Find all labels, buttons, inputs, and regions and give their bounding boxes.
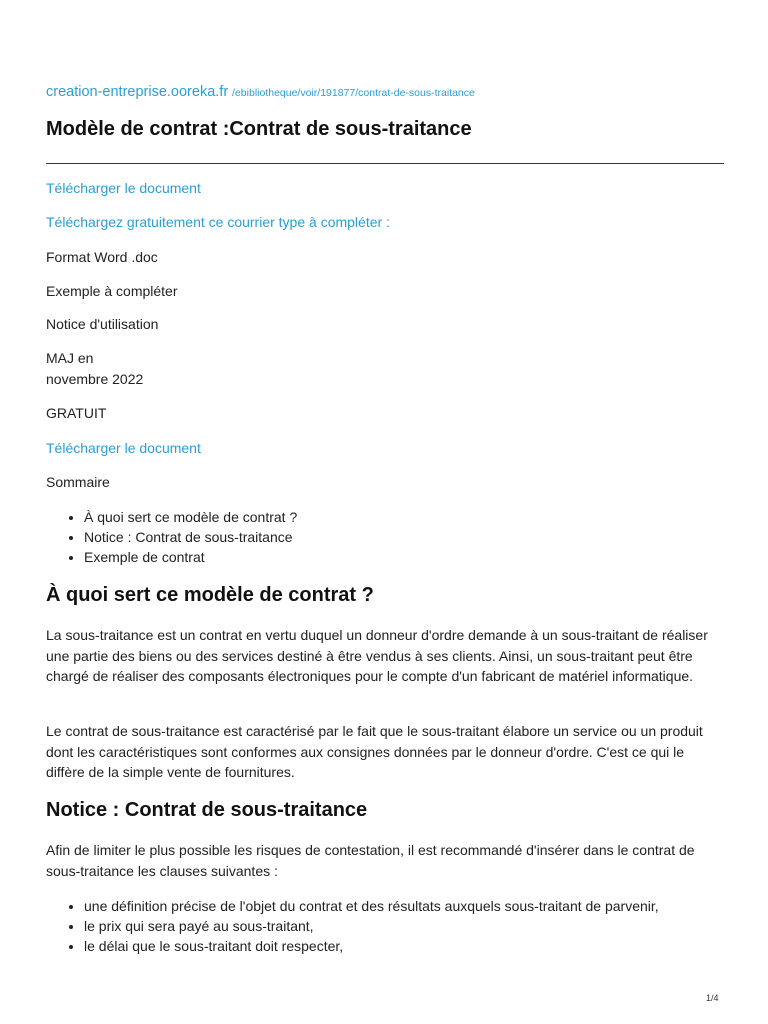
notice-text: Notice d'utilisation	[46, 316, 159, 332]
paragraph: Le contrat de sous-traitance est caractérisé par le fait que le sous-traitant élabore un service ou un produit dont les caractéristiques sont conformes aux consignes données par le donneur d'ordre. C'est ce qui le diffère de la simple vente de fournitures.	[46, 723, 703, 781]
summary-label: Sommaire	[46, 474, 110, 490]
paragraph: La sous-traitance est un contrat en vertu duquel un donneur d'ordre demande à un sous-traitant de réaliser une partie des biens ou des services destiné à être vendus à ses clients. Ainsi, un sous-traitant peut être chargé de réaliser des composants électroniques pour le compte d'un fabricant de matériel informatique.	[46, 627, 708, 685]
download-intro-link[interactable]: Téléchargez gratuitement ce courrier type à compléter :	[46, 214, 390, 230]
download-link[interactable]: Télécharger le document	[46, 180, 201, 196]
section-heading: Notice : Contrat de sous-traitance	[46, 799, 368, 821]
price-text: GRATUIT	[46, 405, 107, 421]
summary-item[interactable]: • Exemple de contrat	[84, 547, 734, 567]
source-path-link[interactable]: /ebibliotheque/voir/191877/contrat-de-sous-traitance	[232, 87, 475, 99]
paragraph: Afin de limiter le plus possible les risques de contestation, il est recommandé d'insérer dans le contrat de sous-traitance les clauses suivantes :	[46, 842, 695, 879]
clause-item: • une définition précise de l'objet du contrat et des résultats auxquels sous-traitant de parvenir,	[84, 896, 734, 916]
update-info	[46, 348, 726, 389]
clause-item: • le délai que le sous-traitant doit respecter,	[84, 936, 734, 956]
update-date: novembre 2022	[46, 370, 144, 387]
update-label: MAJ en	[46, 350, 94, 366]
page-number: 1/4	[706, 993, 719, 1003]
format-text: Format Word .doc	[46, 249, 158, 265]
section-heading: À quoi sert ce modèle de contrat ?	[46, 584, 374, 606]
source-url[interactable]	[46, 81, 726, 104]
title-divider	[46, 163, 724, 164]
summary-list	[46, 507, 734, 567]
download-link-2[interactable]: Télécharger le document	[46, 440, 201, 456]
summary-item[interactable]: • À quoi sert ce modèle de contrat ?	[84, 507, 734, 527]
example-text: Exemple à compléter	[46, 283, 178, 299]
summary-item[interactable]: • Notice : Contrat de sous-traitance	[84, 527, 734, 547]
clauses-list	[46, 896, 734, 956]
page-title: Modèle de contrat :Contrat de sous-traitance	[46, 118, 472, 140]
clause-item: • le prix qui sera payé au sous-traitant,	[84, 916, 734, 936]
source-domain-link[interactable]: creation-entreprise.ooreka.fr	[46, 84, 229, 100]
